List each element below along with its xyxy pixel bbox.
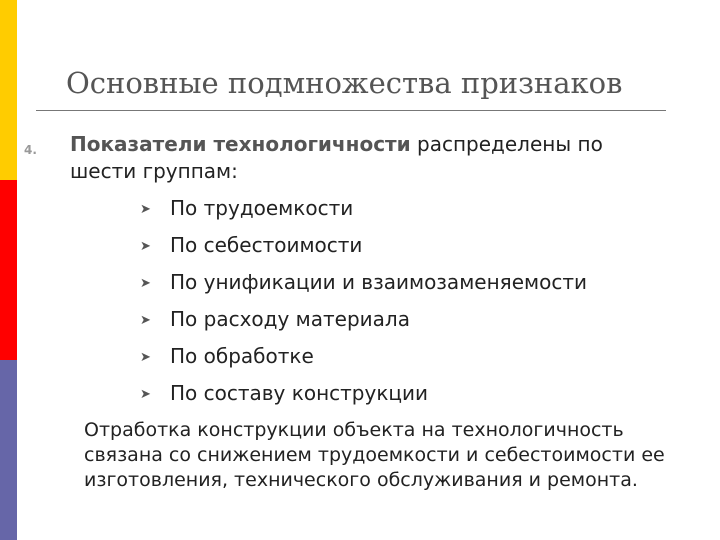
group-item [140,342,587,379]
title-divider [36,110,666,111]
group-label: По унификации и взаимозаменяемости [170,270,587,294]
group-item [140,231,587,268]
arrowhead-bullet-icon: ➤ [140,313,151,328]
arrowhead-bullet-icon: ➤ [140,202,151,217]
group-label: По обработке [170,344,314,368]
intro-emphasis: Показатели технологичности [70,132,411,156]
group-item [140,194,587,231]
sidebar-yellow-segment [0,0,17,180]
arrowhead-bullet-icon: ➤ [140,239,151,254]
sidebar-red-segment [0,180,17,360]
group-item [140,305,587,342]
arrowhead-bullet-icon: ➤ [140,276,151,291]
arrowhead-bullet-icon: ➤ [140,387,151,402]
group-label: По расходу материала [170,307,410,331]
group-label: По трудоемкости [170,196,354,220]
group-item [140,379,587,416]
slide-title: Основные подмножества признаков [66,66,623,100]
list-number-marker: 4. [24,143,37,157]
arrowhead-bullet-icon: ➤ [140,350,151,365]
conclusion-paragraph: Отработка конструкции объекта на технологичность связана со снижением трудоемкости и себестоимости ее изготовления, технического обслуживания и ремонта. [84,419,665,491]
intro-text: распределены по шести группам: [70,132,603,183]
intro-paragraph [70,131,670,185]
sidebar-purple-segment [0,360,17,540]
group-label: По себестоимости [170,233,363,257]
group-item [140,268,587,305]
group-list [140,194,587,416]
group-label: По составу конструкции [170,381,429,405]
